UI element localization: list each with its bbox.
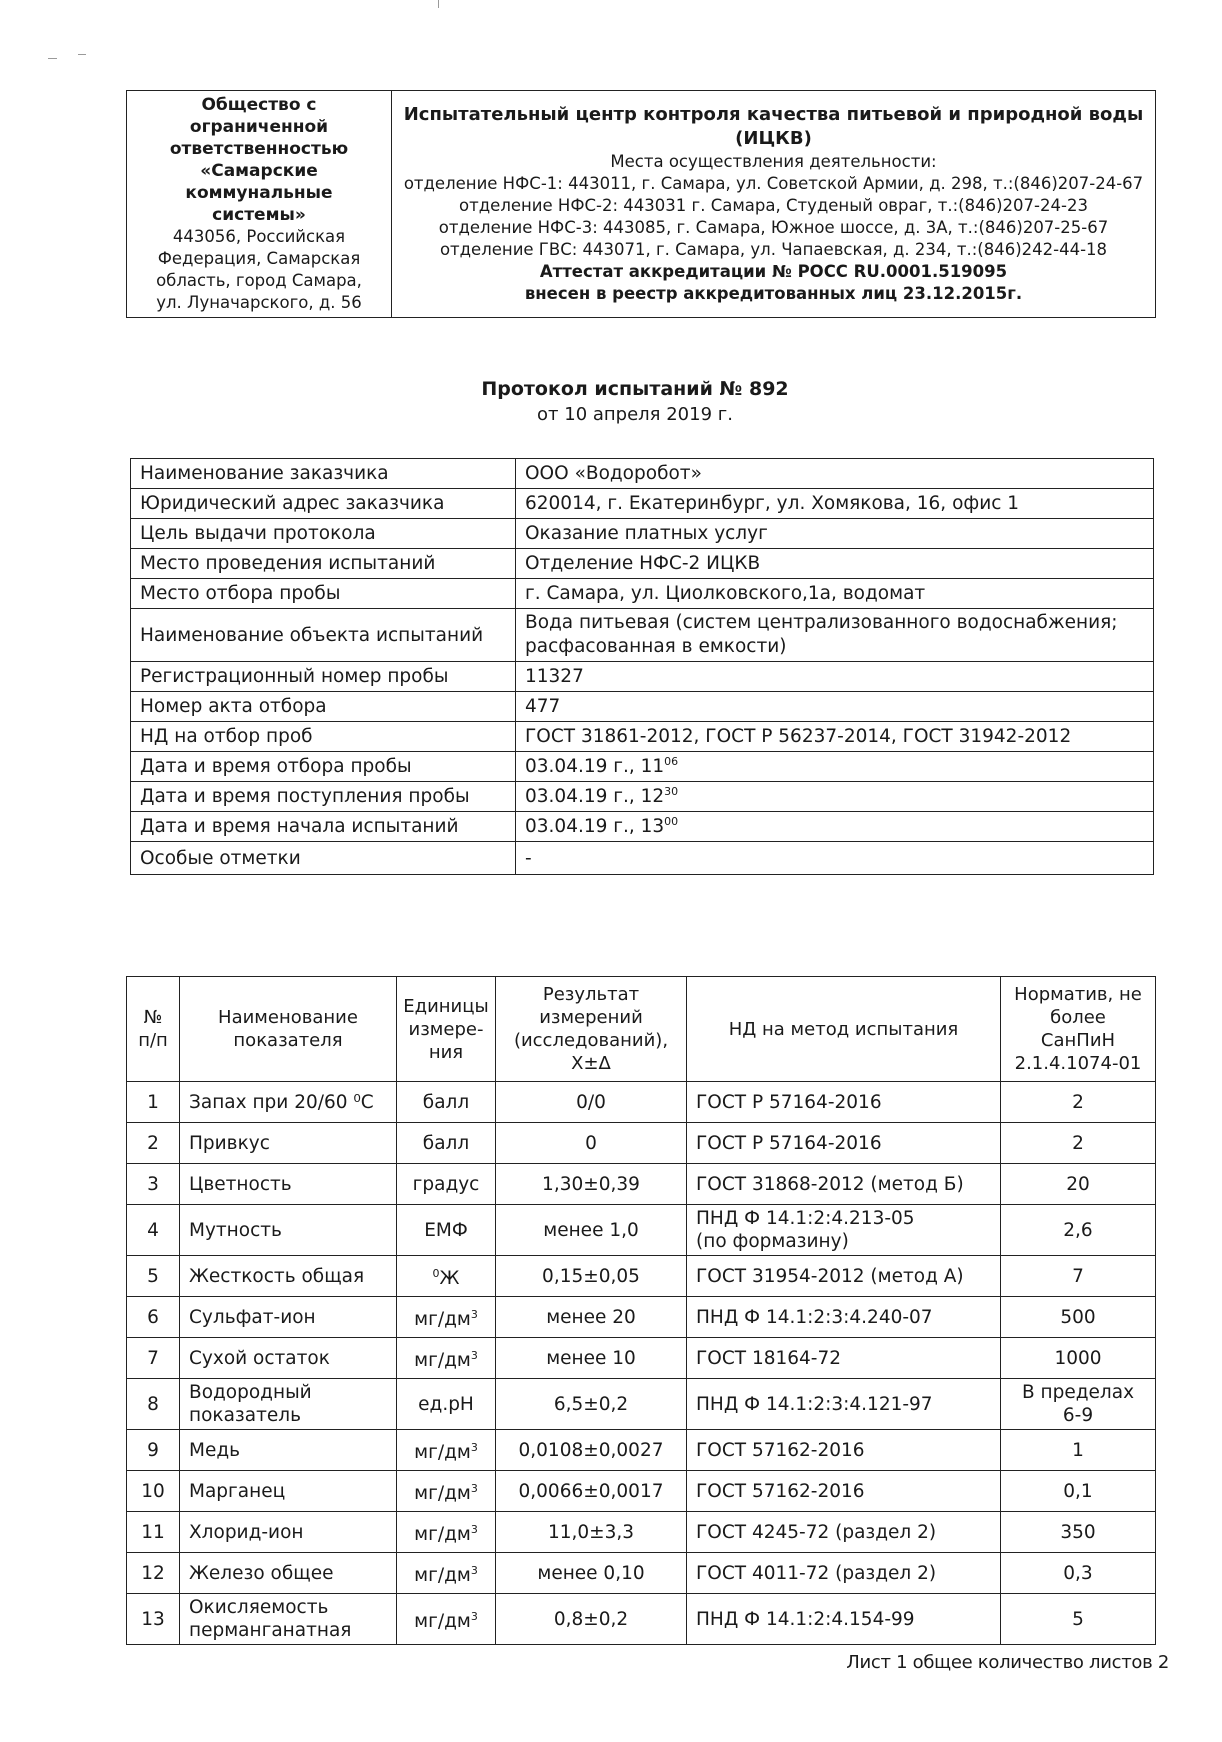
- result-number: 7: [127, 1338, 180, 1379]
- result-row: [127, 1379, 1156, 1430]
- result-number: 1: [127, 1082, 180, 1123]
- result-value: 0,8±0,2: [496, 1594, 687, 1645]
- info-label: Юридический адрес заказчика: [131, 489, 516, 519]
- result-indicator: Медь: [180, 1430, 397, 1471]
- result-indicator: Жесткость общая: [180, 1256, 397, 1297]
- result-value: 11,0±3,3: [496, 1512, 687, 1553]
- result-unit: $^0$Ж: [397, 1256, 496, 1297]
- info-label: Наименование объекта испытаний: [131, 609, 516, 662]
- result-norm: 350: [1001, 1512, 1156, 1553]
- result-row: [127, 1430, 1156, 1471]
- result-value: менее 0,10: [496, 1553, 687, 1594]
- organization-name: Общество с ограниченной ответственностью «Самарские коммунальные системы»: [169, 95, 349, 225]
- test-results-table: [126, 976, 1156, 1645]
- result-norm: 2: [1001, 1082, 1156, 1123]
- result-unit: $мг/дм^3$: [397, 1430, 496, 1471]
- info-label: Цель выдачи протокола: [131, 519, 516, 549]
- info-value: 620014, г. Екатеринбург, ул. Хомякова, 16, офис 1: [516, 489, 1154, 519]
- result-indicator: Хлорид-ион: [180, 1512, 397, 1553]
- location-line: отделение ГВС: 443071, г. Самара, ул. Чапаевская, д. 234, т.:(846)242-44-18: [439, 240, 1108, 259]
- results-header-row: [127, 977, 1156, 1082]
- result-indicator: Запах при 20/60 ⁰С: [180, 1082, 397, 1123]
- info-label: Номер акта отбора: [131, 692, 516, 722]
- result-unit: $мг/дм^3$: [397, 1594, 496, 1645]
- scan-mark: [438, 0, 439, 8]
- info-row: [131, 722, 1154, 752]
- result-number: 4: [127, 1205, 180, 1256]
- info-row: [131, 752, 1154, 782]
- testing-center-name: Испытательный центр контроля качества питьевой и природной воды (ИЦКВ): [403, 104, 1144, 149]
- result-method: ГОСТ 4011-72 (раздел 2): [687, 1553, 1001, 1594]
- result-method: ПНД Ф 14.1:2:4.154-99: [687, 1594, 1001, 1645]
- header-result: Результат измерений (исследований), X±Δ: [496, 977, 687, 1082]
- accreditation-line: внесен в реестр аккредитованных лиц 23.12.2015г.: [524, 284, 1023, 303]
- result-method: ГОСТ 31954-2012 (метод А): [687, 1256, 1001, 1297]
- info-row: [131, 489, 1154, 519]
- result-indicator: Железо общее: [180, 1553, 397, 1594]
- result-method: ГОСТ Р 57164-2016: [687, 1123, 1001, 1164]
- info-label: Дата и время начала испытаний: [131, 812, 516, 842]
- result-unit: $мг/дм^3$: [397, 1553, 496, 1594]
- result-row: [127, 1082, 1156, 1123]
- result-unit: $мг/дм^3$: [397, 1512, 496, 1553]
- result-norm: 500: [1001, 1297, 1156, 1338]
- info-row: [131, 782, 1154, 812]
- info-row: [131, 692, 1154, 722]
- result-row: [127, 1471, 1156, 1512]
- result-value: 6,5±0,2: [496, 1379, 687, 1430]
- result-row: [127, 1297, 1156, 1338]
- header-table: [126, 90, 1156, 318]
- result-unit: ЕМФ: [397, 1205, 496, 1256]
- result-row: [127, 1164, 1156, 1205]
- result-method: ГОСТ 57162-2016: [687, 1471, 1001, 1512]
- result-unit: градус: [397, 1164, 496, 1205]
- info-row: [131, 459, 1154, 489]
- info-label: Особые отметки: [131, 842, 516, 875]
- info-row: [131, 609, 1154, 662]
- result-value: 0,0108±0,0027: [496, 1430, 687, 1471]
- result-norm: 2: [1001, 1123, 1156, 1164]
- result-method: ГОСТ 57162-2016: [687, 1430, 1001, 1471]
- result-unit: $мг/дм^3$: [397, 1471, 496, 1512]
- info-value: Вода питьевая (систем централизованного водоснабжения; расфасованная в емкости): [516, 609, 1154, 662]
- info-row: [131, 549, 1154, 579]
- result-row: [127, 1338, 1156, 1379]
- header-number: № п/п: [127, 977, 180, 1082]
- result-method: ПНД Ф 14.1:2:4.213-05 (по формазину): [687, 1205, 1001, 1256]
- result-unit: балл: [397, 1082, 496, 1123]
- result-norm: 2,6: [1001, 1205, 1156, 1256]
- location-line: отделение НФС-2: 443031 г. Самара, Студеный овраг, т.:(846)207-24-23: [459, 196, 1088, 215]
- result-number: 13: [127, 1594, 180, 1645]
- result-value: менее 1,0: [496, 1205, 687, 1256]
- result-row: [127, 1123, 1156, 1164]
- info-value: г. Самара, ул. Циолковского,1а, водомат: [516, 579, 1154, 609]
- info-label: НД на отбор проб: [131, 722, 516, 752]
- result-value: 0,15±0,05: [496, 1256, 687, 1297]
- result-norm: 0,3: [1001, 1553, 1156, 1594]
- result-unit: ед.pH: [397, 1379, 496, 1430]
- result-unit: балл: [397, 1123, 496, 1164]
- places-title: Места осуществления деятельности:: [610, 152, 937, 171]
- protocol-date: от 10 апреля 2019 г.: [537, 404, 733, 425]
- result-method: ГОСТ 18164-72: [687, 1338, 1001, 1379]
- header-norm: Норматив, не более СанПиН 2.1.4.1074-01: [1001, 977, 1156, 1082]
- result-indicator: Окисляемость перманганатная: [180, 1594, 397, 1645]
- result-indicator: Сульфат-ион: [180, 1297, 397, 1338]
- header-indicator-name: Наименование показателя: [180, 977, 397, 1082]
- info-row: [131, 519, 1154, 549]
- scan-mark: [78, 54, 86, 55]
- result-value: 0/0: [496, 1082, 687, 1123]
- header-units: Единицы измере- ния: [397, 977, 496, 1082]
- result-norm: 1000: [1001, 1338, 1156, 1379]
- info-label: Место отбора пробы: [131, 579, 516, 609]
- result-row: [127, 1594, 1156, 1645]
- result-norm: В пределах 6-9: [1001, 1379, 1156, 1430]
- result-norm: 20: [1001, 1164, 1156, 1205]
- sample-info-table: [130, 458, 1154, 875]
- result-indicator: Водородный показатель: [180, 1379, 397, 1430]
- info-value: 03.04.19 г., $12^{30}$: [516, 782, 1154, 812]
- result-row: [127, 1512, 1156, 1553]
- info-value: Отделение НФС-2 ИЦКВ: [516, 549, 1154, 579]
- result-number: 8: [127, 1379, 180, 1430]
- accreditation-line: Аттестат аккредитации № РОСС RU.0001.519095: [539, 262, 1008, 281]
- result-number: 3: [127, 1164, 180, 1205]
- info-value: 03.04.19 г., $13^{00}$: [516, 812, 1154, 842]
- protocol-title: Протокол испытаний № 892: [481, 378, 789, 400]
- testing-center-cell: [392, 91, 1156, 318]
- result-indicator: Цветность: [180, 1164, 397, 1205]
- info-label: Место проведения испытаний: [131, 549, 516, 579]
- result-indicator: Мутность: [180, 1205, 397, 1256]
- result-value: менее 20: [496, 1297, 687, 1338]
- result-number: 10: [127, 1471, 180, 1512]
- info-value: 477: [516, 692, 1154, 722]
- info-value: 11327: [516, 662, 1154, 692]
- result-method: ГОСТ 4245-72 (раздел 2): [687, 1512, 1001, 1553]
- page-count-note: Лист 1 общее количество листов 2: [846, 1652, 1169, 1673]
- result-number: 6: [127, 1297, 180, 1338]
- result-number: 2: [127, 1123, 180, 1164]
- info-value: 03.04.19 г., $11^{06}$: [516, 752, 1154, 782]
- result-number: 5: [127, 1256, 180, 1297]
- result-method: ГОСТ 31868-2012 (метод Б): [687, 1164, 1001, 1205]
- result-value: менее 10: [496, 1338, 687, 1379]
- info-label: Регистрационный номер пробы: [131, 662, 516, 692]
- info-row: [131, 579, 1154, 609]
- result-number: 11: [127, 1512, 180, 1553]
- info-value: ООО «Водоробот»: [516, 459, 1154, 489]
- info-value: Оказание платных услуг: [516, 519, 1154, 549]
- result-method: ПНД Ф 14.1:2:3:4.121-97: [687, 1379, 1001, 1430]
- result-unit: $мг/дм^3$: [397, 1338, 496, 1379]
- scan-mark: [48, 58, 57, 59]
- info-row: [131, 662, 1154, 692]
- result-indicator: Марганец: [180, 1471, 397, 1512]
- result-norm: 0,1: [1001, 1471, 1156, 1512]
- result-value: 0,0066±0,0017: [496, 1471, 687, 1512]
- info-label: Наименование заказчика: [131, 459, 516, 489]
- result-indicator: Привкус: [180, 1123, 397, 1164]
- info-label: Дата и время отбора пробы: [131, 752, 516, 782]
- result-number: 9: [127, 1430, 180, 1471]
- info-row: [131, 842, 1154, 875]
- location-line: отделение НФС-3: 443085, г. Самара, Южное шоссе, д. 3А, т.:(846)207-25-67: [438, 218, 1109, 237]
- info-value: -: [516, 842, 1154, 875]
- result-method: ПНД Ф 14.1:2:3:4.240-07: [687, 1297, 1001, 1338]
- result-value: 1,30±0,39: [496, 1164, 687, 1205]
- result-value: 0: [496, 1123, 687, 1164]
- result-row: [127, 1205, 1156, 1256]
- result-norm: 1: [1001, 1430, 1156, 1471]
- location-line: отделение НФС-1: 443011, г. Самара, ул. Советской Армии, д. 298, т.:(846)207-24-67: [403, 174, 1144, 193]
- header-method: НД на метод испытания: [687, 977, 1001, 1082]
- result-norm: 7: [1001, 1256, 1156, 1297]
- info-label: Дата и время поступления пробы: [131, 782, 516, 812]
- info-value: ГОСТ 31861-2012, ГОСТ Р 56237-2014, ГОСТ 31942-2012: [516, 722, 1154, 752]
- result-row: [127, 1553, 1156, 1594]
- organization-cell: [127, 91, 392, 318]
- result-unit: $мг/дм^3$: [397, 1297, 496, 1338]
- result-method: ГОСТ Р 57164-2016: [687, 1082, 1001, 1123]
- result-norm: 5: [1001, 1594, 1156, 1645]
- organization-address: 443056, Российская Федерация, Самарская область, город Самара, ул. Луначарского, д. 56: [156, 227, 362, 312]
- info-row: [131, 812, 1154, 842]
- result-number: 12: [127, 1553, 180, 1594]
- result-row: [127, 1256, 1156, 1297]
- result-indicator: Сухой остаток: [180, 1338, 397, 1379]
